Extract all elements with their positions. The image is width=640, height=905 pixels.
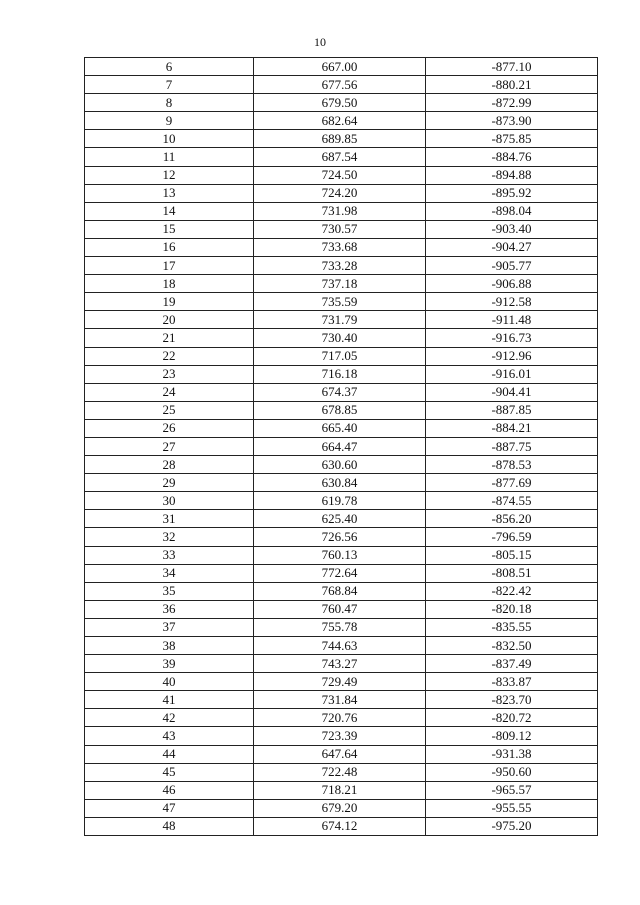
value-cell: 665.40 (254, 419, 426, 437)
table-row (85, 347, 598, 365)
row-index-cell: 41 (85, 691, 254, 709)
value-cell: 630.84 (254, 474, 426, 492)
row-index-cell: 34 (85, 564, 254, 582)
table-row (85, 383, 598, 401)
row-index-cell: 20 (85, 311, 254, 329)
value-cell: 679.20 (254, 799, 426, 817)
negative-value-cell: -912.58 (426, 293, 598, 311)
value-cell: 625.40 (254, 510, 426, 528)
negative-value-cell: -916.73 (426, 329, 598, 347)
row-index-cell: 48 (85, 817, 254, 835)
value-cell: 731.84 (254, 691, 426, 709)
negative-value-cell: -874.55 (426, 492, 598, 510)
row-index-cell: 30 (85, 492, 254, 510)
table-row (85, 618, 598, 636)
row-index-cell: 6 (85, 58, 254, 76)
value-cell: 677.56 (254, 76, 426, 94)
table-row (85, 799, 598, 817)
table-row (85, 311, 598, 329)
negative-value-cell: -878.53 (426, 456, 598, 474)
value-cell: 743.27 (254, 655, 426, 673)
table-row (85, 637, 598, 655)
row-index-cell: 33 (85, 546, 254, 564)
table-row (85, 329, 598, 347)
value-cell: 723.39 (254, 727, 426, 745)
table-row (85, 76, 598, 94)
negative-value-cell: -906.88 (426, 275, 598, 293)
table-row (85, 691, 598, 709)
negative-value-cell: -904.41 (426, 383, 598, 401)
table-row (85, 58, 598, 76)
negative-value-cell: -880.21 (426, 76, 598, 94)
table-row (85, 365, 598, 383)
value-cell: 619.78 (254, 492, 426, 510)
row-index-cell: 17 (85, 257, 254, 275)
value-cell: 689.85 (254, 130, 426, 148)
table-row (85, 474, 598, 492)
table-row (85, 184, 598, 202)
negative-value-cell: -856.20 (426, 510, 598, 528)
row-index-cell: 26 (85, 419, 254, 437)
value-cell: 730.57 (254, 220, 426, 238)
row-index-cell: 23 (85, 365, 254, 383)
value-cell: 630.60 (254, 456, 426, 474)
row-index-cell: 13 (85, 184, 254, 202)
table-row (85, 528, 598, 546)
row-index-cell: 31 (85, 510, 254, 528)
negative-value-cell: -805.15 (426, 546, 598, 564)
table-row (85, 817, 598, 835)
value-cell: 731.98 (254, 202, 426, 220)
table-row (85, 401, 598, 419)
data-table (84, 57, 598, 836)
negative-value-cell: -877.10 (426, 58, 598, 76)
table-row (85, 492, 598, 510)
table-row (85, 220, 598, 238)
row-index-cell: 42 (85, 709, 254, 727)
negative-value-cell: -835.55 (426, 618, 598, 636)
negative-value-cell: -823.70 (426, 691, 598, 709)
value-cell: 744.63 (254, 637, 426, 655)
value-cell: 664.47 (254, 437, 426, 455)
row-index-cell: 36 (85, 600, 254, 618)
value-cell: 716.18 (254, 365, 426, 383)
table-row (85, 510, 598, 528)
table-row (85, 130, 598, 148)
value-cell: 760.13 (254, 546, 426, 564)
value-cell: 674.12 (254, 817, 426, 835)
negative-value-cell: -822.42 (426, 582, 598, 600)
negative-value-cell: -912.96 (426, 347, 598, 365)
negative-value-cell: -895.92 (426, 184, 598, 202)
page-number: 10 (314, 35, 326, 49)
row-index-cell: 45 (85, 763, 254, 781)
row-index-cell: 18 (85, 275, 254, 293)
value-cell: 682.64 (254, 112, 426, 130)
row-index-cell: 37 (85, 618, 254, 636)
row-index-cell: 16 (85, 238, 254, 256)
negative-value-cell: -796.59 (426, 528, 598, 546)
negative-value-cell: -887.85 (426, 401, 598, 419)
row-index-cell: 9 (85, 112, 254, 130)
table-row (85, 673, 598, 691)
table-row (85, 600, 598, 618)
table-row (85, 546, 598, 564)
value-cell: 768.84 (254, 582, 426, 600)
value-cell: 667.00 (254, 58, 426, 76)
value-cell: 687.54 (254, 148, 426, 166)
row-index-cell: 12 (85, 166, 254, 184)
table-row (85, 655, 598, 673)
row-index-cell: 22 (85, 347, 254, 365)
negative-value-cell: -903.40 (426, 220, 598, 238)
row-index-cell: 29 (85, 474, 254, 492)
row-index-cell: 46 (85, 781, 254, 799)
row-index-cell: 43 (85, 727, 254, 745)
negative-value-cell: -884.76 (426, 148, 598, 166)
row-index-cell: 32 (85, 528, 254, 546)
negative-value-cell: -975.20 (426, 817, 598, 835)
row-index-cell: 25 (85, 401, 254, 419)
table-row (85, 437, 598, 455)
row-index-cell: 40 (85, 673, 254, 691)
negative-value-cell: -837.49 (426, 655, 598, 673)
table-row (85, 727, 598, 745)
negative-value-cell: -894.88 (426, 166, 598, 184)
row-index-cell: 39 (85, 655, 254, 673)
negative-value-cell: -832.50 (426, 637, 598, 655)
table-row (85, 166, 598, 184)
row-index-cell: 10 (85, 130, 254, 148)
negative-value-cell: -950.60 (426, 763, 598, 781)
value-cell: 726.56 (254, 528, 426, 546)
value-cell: 724.20 (254, 184, 426, 202)
value-cell: 731.79 (254, 311, 426, 329)
negative-value-cell: -884.21 (426, 419, 598, 437)
row-index-cell: 19 (85, 293, 254, 311)
table-row (85, 202, 598, 220)
table-row (85, 275, 598, 293)
value-cell: 720.76 (254, 709, 426, 727)
value-cell: 755.78 (254, 618, 426, 636)
table-row (85, 745, 598, 763)
row-index-cell: 38 (85, 637, 254, 655)
table-row (85, 238, 598, 256)
row-index-cell: 44 (85, 745, 254, 763)
negative-value-cell: -931.38 (426, 745, 598, 763)
row-index-cell: 35 (85, 582, 254, 600)
table-row (85, 293, 598, 311)
row-index-cell: 28 (85, 456, 254, 474)
negative-value-cell: -904.27 (426, 238, 598, 256)
value-cell: 772.64 (254, 564, 426, 582)
table-row (85, 456, 598, 474)
negative-value-cell: -873.90 (426, 112, 598, 130)
value-cell: 733.28 (254, 257, 426, 275)
table-row (85, 582, 598, 600)
value-cell: 717.05 (254, 347, 426, 365)
negative-value-cell: -905.77 (426, 257, 598, 275)
table-body (85, 58, 598, 836)
value-cell: 674.37 (254, 383, 426, 401)
row-index-cell: 8 (85, 94, 254, 112)
value-cell: 735.59 (254, 293, 426, 311)
negative-value-cell: -875.85 (426, 130, 598, 148)
negative-value-cell: -955.55 (426, 799, 598, 817)
negative-value-cell: -808.51 (426, 564, 598, 582)
value-cell: 722.48 (254, 763, 426, 781)
value-cell: 718.21 (254, 781, 426, 799)
negative-value-cell: -965.57 (426, 781, 598, 799)
negative-value-cell: -898.04 (426, 202, 598, 220)
row-index-cell: 11 (85, 148, 254, 166)
value-cell: 679.50 (254, 94, 426, 112)
value-cell: 730.40 (254, 329, 426, 347)
table-row (85, 564, 598, 582)
negative-value-cell: -916.01 (426, 365, 598, 383)
table-row (85, 709, 598, 727)
table-row (85, 419, 598, 437)
value-cell: 760.47 (254, 600, 426, 618)
negative-value-cell: -877.69 (426, 474, 598, 492)
value-cell: 729.49 (254, 673, 426, 691)
value-cell: 733.68 (254, 238, 426, 256)
negative-value-cell: -911.48 (426, 311, 598, 329)
row-index-cell: 15 (85, 220, 254, 238)
row-index-cell: 21 (85, 329, 254, 347)
row-index-cell: 14 (85, 202, 254, 220)
negative-value-cell: -820.18 (426, 600, 598, 618)
negative-value-cell: -887.75 (426, 437, 598, 455)
row-index-cell: 47 (85, 799, 254, 817)
value-cell: 724.50 (254, 166, 426, 184)
negative-value-cell: -809.12 (426, 727, 598, 745)
table-row (85, 148, 598, 166)
value-cell: 647.64 (254, 745, 426, 763)
negative-value-cell: -833.87 (426, 673, 598, 691)
row-index-cell: 7 (85, 76, 254, 94)
table-row (85, 94, 598, 112)
negative-value-cell: -872.99 (426, 94, 598, 112)
table-row (85, 257, 598, 275)
value-cell: 678.85 (254, 401, 426, 419)
table-row (85, 763, 598, 781)
negative-value-cell: -820.72 (426, 709, 598, 727)
value-cell: 737.18 (254, 275, 426, 293)
row-index-cell: 24 (85, 383, 254, 401)
row-index-cell: 27 (85, 437, 254, 455)
table-row (85, 112, 598, 130)
table-row (85, 781, 598, 799)
